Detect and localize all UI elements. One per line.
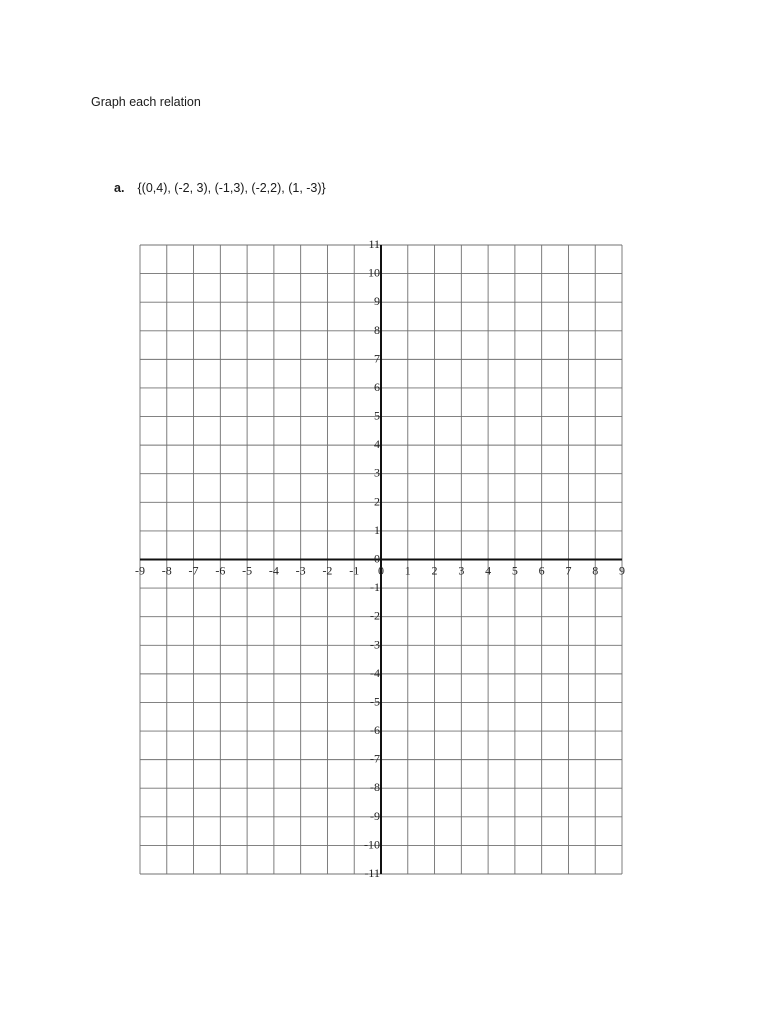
x-tick-label: -8	[161, 563, 172, 578]
y-tick-label: 10	[368, 265, 380, 280]
x-tick-label: -7	[188, 563, 199, 578]
x-tick-label: -1	[349, 563, 360, 578]
y-tick-label: 9	[374, 294, 380, 309]
y-tick-label: 11	[368, 237, 380, 251]
axes	[140, 245, 622, 874]
y-tick-label: -5	[370, 694, 380, 709]
y-tick-label: -11	[364, 866, 380, 880]
y-tick-label: 0	[374, 551, 380, 566]
y-tick-label: 6	[374, 379, 380, 394]
worksheet-heading: Graph each relation	[91, 95, 201, 109]
y-tick-label: -7	[370, 751, 380, 766]
x-tick-label: 9	[619, 563, 625, 578]
y-tick-label: -10	[364, 837, 380, 852]
y-tick-label: -1	[370, 580, 380, 595]
y-tick-label: 2	[374, 494, 380, 509]
y-tick-label: -2	[370, 608, 380, 623]
problem-a-relation: {(0,4), (-2, 3), (-1,3), (-2,2), (1, -3)}	[137, 181, 326, 195]
y-tick-label: -9	[370, 808, 380, 823]
problem-a-label: a.	[114, 181, 125, 195]
x-tick-label: 0	[378, 563, 384, 578]
x-tick-label: 1	[404, 563, 411, 578]
y-tick-label: -3	[370, 637, 380, 652]
x-tick-label: 5	[511, 563, 518, 578]
y-tick-label: -8	[370, 780, 380, 795]
y-tick-label: -6	[370, 723, 380, 738]
y-tick-label: 7	[374, 351, 380, 366]
x-tick-label: -5	[242, 563, 253, 578]
x-tick-label: -4	[268, 563, 279, 578]
y-tick-label: 8	[374, 322, 380, 337]
y-tick-label: -4	[370, 665, 380, 680]
x-tick-label: 3	[458, 563, 465, 578]
x-tick-label: -9	[135, 563, 145, 578]
y-tick-label: 4	[374, 437, 380, 452]
x-tick-label: -3	[295, 563, 306, 578]
y-tick-label: 3	[374, 465, 380, 480]
x-tick-label: 4	[485, 563, 492, 578]
y-tick-label: 5	[374, 408, 380, 423]
x-tick-label: 2	[431, 563, 438, 578]
x-tick-label: 8	[592, 563, 599, 578]
x-tick-labels	[135, 564, 625, 578]
x-tick-label: -2	[322, 563, 333, 578]
x-tick-label: 7	[565, 563, 572, 578]
x-tick-label: -6	[215, 563, 226, 578]
y-tick-label: 1	[374, 522, 380, 537]
x-tick-label: 6	[538, 563, 545, 578]
